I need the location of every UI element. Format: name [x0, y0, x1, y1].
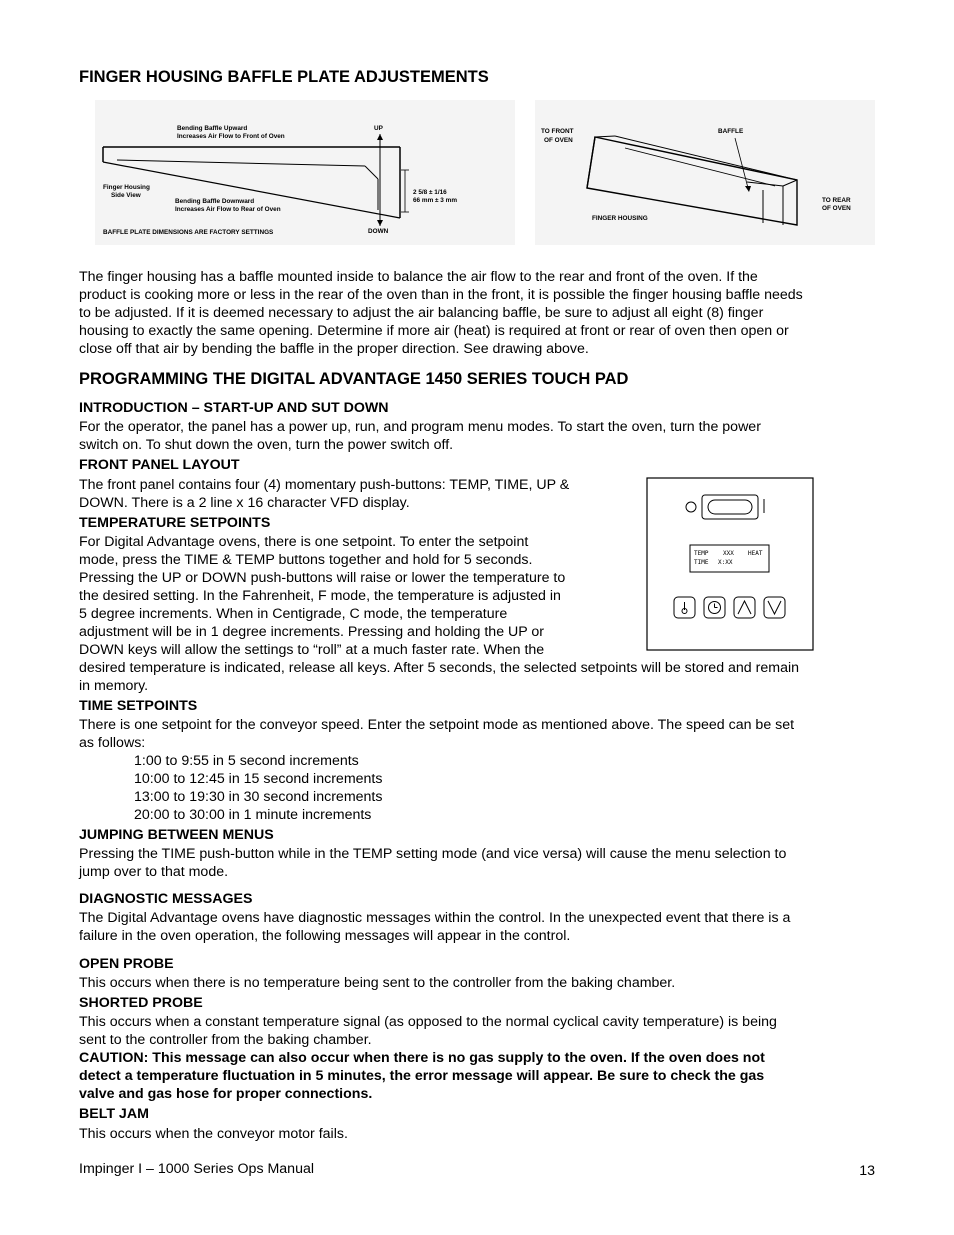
heading-introduction: INTRODUCTION – START-UP AND SUT DOWN [79, 400, 389, 416]
fig-rear-1: TO REAR [822, 197, 851, 204]
time-increment-list [134, 752, 382, 824]
paragraph-line: as follows: [79, 735, 146, 751]
fig-label-up-1: Bending Baffle Upward [177, 125, 248, 132]
belt-jam-paragraph [79, 1125, 348, 1143]
paragraph-line: Pressing the TIME push-button while in the TEMP setting mode (and vice versa) will cause the menu selection to [79, 846, 787, 862]
paragraph-line: the desired setting. In the Fahrenheit, F mode, the temperature is adjusted in [79, 588, 561, 604]
footer-page-number: 13 [859, 1163, 875, 1179]
paragraph-line: sent to the controller from the baking chamber. [79, 1032, 372, 1048]
heading-shorted-probe: SHORTED PROBE [79, 995, 203, 1011]
fig-front-2: OF OVEN [544, 137, 573, 144]
vfd-line1-heat: HEAT [748, 550, 763, 557]
caution-line: CAUTION: This message can also occur when there is no gas supply to the oven. If the oven does not [79, 1050, 765, 1066]
heading-diagnostic: DIAGNOSTIC MESSAGES [79, 891, 253, 907]
list-item: 1:00 to 9:55 in 5 second increments [134, 753, 359, 769]
diagnostic-paragraph [79, 909, 790, 945]
footer-manual-title: Impinger I – 1000 Series Ops Manual [79, 1161, 315, 1177]
fig-baffle-label: BAFFLE [718, 128, 744, 135]
heading-front-panel: FRONT PANEL LAYOUT [79, 457, 240, 473]
paragraph-line: in memory. [79, 678, 149, 694]
paragraph-line: mode, press the TIME & TEMP buttons together and hold for 5 seconds. [79, 552, 533, 568]
paragraph-line: There is one setpoint for the conveyor speed. Enter the setpoint mode as mentioned above. The speed can be set [79, 717, 795, 733]
intro-paragraph [79, 418, 761, 454]
paragraph-line: failure in the oven operation, the following messages will appear in the control. [79, 928, 571, 944]
paragraph-line: This occurs when a constant temperature signal (as opposed to the normal cyclical cavity temperature) is being [79, 1014, 777, 1030]
fig-label-down-2: Increases Air Flow to Rear of Oven [175, 206, 281, 213]
fig-dim-2: 66 mm ± 3 mm [413, 197, 458, 204]
fig-housing-label: FINGER HOUSING [592, 215, 648, 222]
baffle-isometric-figure [535, 100, 875, 245]
fig-factory-note: BAFFLE PLATE DIMENSIONS ARE FACTORY SETTINGS [103, 229, 274, 236]
vfd-line1-value: XXX [723, 550, 734, 557]
paragraph-line: to be adjusted. If it is deemed necessary to adjust the air balancing baffle, be sure to adjust all eight (8) finger [79, 305, 764, 321]
front-panel-paragraph [79, 476, 569, 512]
vfd-line2-time: TIME [694, 559, 709, 566]
section-title-baffle: FINGER HOUSING BAFFLE PLATE ADJUSTEMENTS [79, 68, 489, 86]
fig-label-up-2: Increases Air Flow to Front of Oven [177, 133, 285, 140]
paragraph-line: The Digital Advantage ovens have diagnostic messages within the control. In the unexpected event that there is a [79, 910, 791, 926]
vfd-line1-temp: TEMP [694, 550, 709, 557]
vfd-line2-value: X:XX [718, 559, 733, 566]
paragraph-line: close off that air by bending the baffle in the proper direction. See drawing above. [79, 341, 589, 357]
section-title-programming: PROGRAMMING THE DIGITAL ADVANTAGE 1450 SERIES TOUCH PAD [79, 370, 629, 388]
caution-line: valve and gas hose for proper connections. [79, 1086, 373, 1102]
fig-dim-1: 2 5/8 ± 1/16 [413, 189, 447, 196]
paragraph-line: This occurs when there is no temperature being sent to the controller from the baking chamber. [79, 975, 676, 991]
paragraph-line: For Digital Advantage ovens, there is one setpoint. To enter the setpoint [79, 534, 529, 550]
paragraph-line: This occurs when the conveyor motor fails. [79, 1126, 348, 1142]
paragraph-line: switch on. To shut down the oven, turn the power switch off. [79, 437, 454, 453]
heading-temp-setpoints: TEMPERATURE SETPOINTS [79, 515, 271, 531]
paragraph-line: The front panel contains four (4) momentary push-buttons: TEMP, TIME, UP & [79, 477, 570, 493]
time-setpoints-paragraph [79, 716, 794, 752]
paragraph-line: Pressing the UP or DOWN push-buttons will raise or lower the temperature to [79, 570, 566, 586]
fig-side-2: Side View [111, 192, 141, 199]
baffle-paragraph [79, 268, 803, 358]
heading-jumping: JUMPING BETWEEN MENUS [79, 827, 274, 843]
caution-paragraph [79, 1049, 765, 1103]
shorted-probe-paragraph [79, 1013, 777, 1049]
paragraph-line: For the operator, the panel has a power up, run, and program menu modes. To start the oven, turn the power [79, 419, 761, 435]
open-probe-paragraph [79, 974, 675, 992]
paragraph-line: DOWN keys will allow the settings to “roll” at a much faster rate. When the [79, 642, 545, 658]
heading-time-setpoints: TIME SETPOINTS [79, 698, 198, 714]
fig-rear-2: OF OVEN [822, 205, 851, 212]
list-item: 20:00 to 30:00 in 1 minute increments [134, 807, 372, 823]
heading-belt-jam: BELT JAM [79, 1106, 149, 1122]
temp-setpoints-paragraph [79, 533, 799, 695]
paragraph-line: jump over to that mode. [79, 864, 229, 880]
fig-label-down: DOWN [368, 228, 389, 235]
paragraph-line: product is cooking more or less in the rear of the oven than in the front, it is possible the finger housing baffle needs [79, 287, 803, 303]
list-item: 13:00 to 19:30 in 30 second increments [134, 789, 383, 805]
paragraph-line: desired temperature is indicated, release all keys. After 5 seconds, the selected setpoints will be stored and remain [79, 660, 800, 676]
jumping-paragraph [79, 845, 786, 881]
paragraph-line: The finger housing has a baffle mounted inside to balance the air flow to the rear and front of the oven. If the [79, 269, 758, 285]
fig-front-1: TO FRONT [541, 128, 574, 135]
fig-side-1: Finger Housing [103, 184, 150, 191]
fig-label-down-1: Bending Baffle Downward [175, 198, 255, 205]
paragraph-line: 5 degree increments. When in Centigrade, C mode, the temperature [79, 606, 508, 622]
list-item: 10:00 to 12:45 in 15 second increments [134, 771, 383, 787]
baffle-side-view-figure [95, 100, 515, 245]
caution-line: detect a temperature fluctuation in 5 minutes, the error message will appear. Be sure to check the gas [79, 1068, 765, 1084]
paragraph-line: adjustment will be in 1 degree increments. Pressing and holding the UP or [79, 624, 545, 640]
paragraph-line: housing to exactly the same opening. Determine if more air (heat) is required at front or rear of oven then open or [79, 323, 789, 339]
heading-open-probe: OPEN PROBE [79, 956, 174, 972]
paragraph-line: DOWN. There is a 2 line x 16 character VFD display. [79, 495, 410, 511]
fig-label-up: UP [374, 125, 383, 132]
